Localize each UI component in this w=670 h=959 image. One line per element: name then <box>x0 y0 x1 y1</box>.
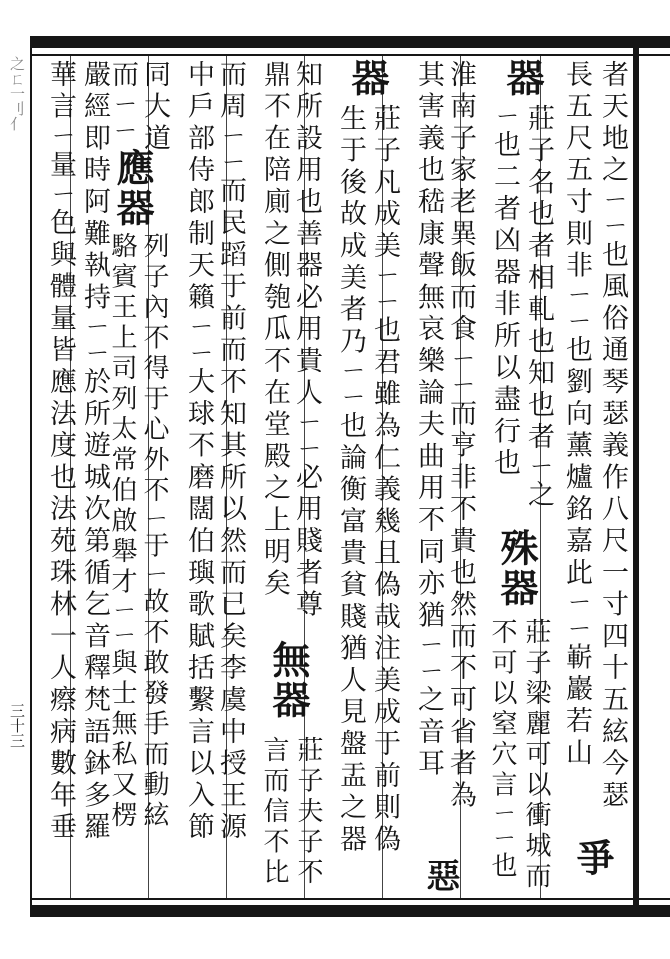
text-column-13: 同大道 <box>139 60 170 156</box>
entry-head-wuqi: 無器 <box>266 640 311 720</box>
sub-text-14b: 駱賓王上司列太常伯啟舉才ㄧㄧ與士無私又楞 <box>107 232 137 832</box>
sub-text-9b: 莊子夫子不 <box>293 736 323 889</box>
text-column-2: 長五尺五寸則非ㄧㄧ也劉向薰爐銘嘉此ㄧㄧ嶄巖若山 <box>561 60 592 770</box>
right-border <box>633 36 639 917</box>
text-column-12: 中戶部侍郎制天籟ㄧㄧ大球不磨闊伯璵歌賦括繫言以入節 <box>183 60 214 845</box>
text-column-14: 而ㄧㄧ <box>107 60 138 145</box>
sub-text-10b: 言而信不比 <box>259 736 289 889</box>
entry-head-zheng: 爭 <box>570 838 615 878</box>
page-number: 三十三 <box>8 703 26 748</box>
top-border <box>30 36 670 48</box>
text-column-4: ㄧ也二者凶器非所以盡行也 <box>489 104 520 481</box>
entry-head-qi-2: 器 <box>345 58 390 98</box>
text-column-15: 嚴經即時阿難執持ㄧㄧ於所遊城次第循乞音釋梵語鉢多羅 <box>79 60 110 845</box>
text-column-10: 鼎不在陪廁之側匏瓜不在堂殿之上明矣 <box>259 60 290 601</box>
text-column-1: 者天地之ㄧㄧ也風俗通琴瑟義作八尺一寸四十五絃今瑟 <box>597 60 628 813</box>
text-column-9: 知所設用也善器必用貴人ㄧㄧ必用賤者尊 <box>291 60 322 622</box>
book-title <box>0 56 4 898</box>
text-column-11: 而周ㄧㄧ而民蹈于前而不知其所以然而已矣李虞中授王源 <box>215 60 246 845</box>
entry-head-yingqi: 應器 <box>110 148 155 228</box>
margin-title <box>2 56 30 898</box>
entry-head-e: 惡 <box>420 858 460 894</box>
margin-top-text: 之ㄈ一刂亻 <box>8 56 26 131</box>
text-column-5: 淮南子家老異飯而食ㄧㄧ而亨非不貴也然而不可省者為 <box>445 60 476 813</box>
sub-text-13b: 列子內不得于心外不ㄧ于ㄧ故不敢發手而動絃 <box>139 232 169 832</box>
text-column-6: 其害義也嵇康聲無哀樂論夫曲用不同亦猶ㄧㄧ之音耳 <box>413 60 444 781</box>
sub-text-4b: 不可以窒穴言ㄧㄧ也 <box>487 618 517 883</box>
text-column-16: 華言ㄧ量ㄧ色與體量皆應法度也法苑珠林一人瘵病數年垂 <box>45 60 76 845</box>
text-column-7: 莊子凡成美ㄧㄧ也君雖為仁義幾且偽哉注美成于前則偽 <box>369 104 400 857</box>
top-border-thin <box>30 54 670 56</box>
margin-line <box>30 48 32 908</box>
entry-head-shuqi: 殊器 <box>494 528 539 608</box>
text-column-8: 生于後故成美者乃ㄧㄧ也論衡富貴貧賤猶人見盤盂之器 <box>335 104 366 857</box>
text-column-3: 莊子名也者相軋也知也者ㄧ之 <box>523 104 554 512</box>
sub-text-3b: 莊子梁麗可以衝城而 <box>521 618 551 893</box>
entry-head-qi-1: 器 <box>500 58 545 98</box>
